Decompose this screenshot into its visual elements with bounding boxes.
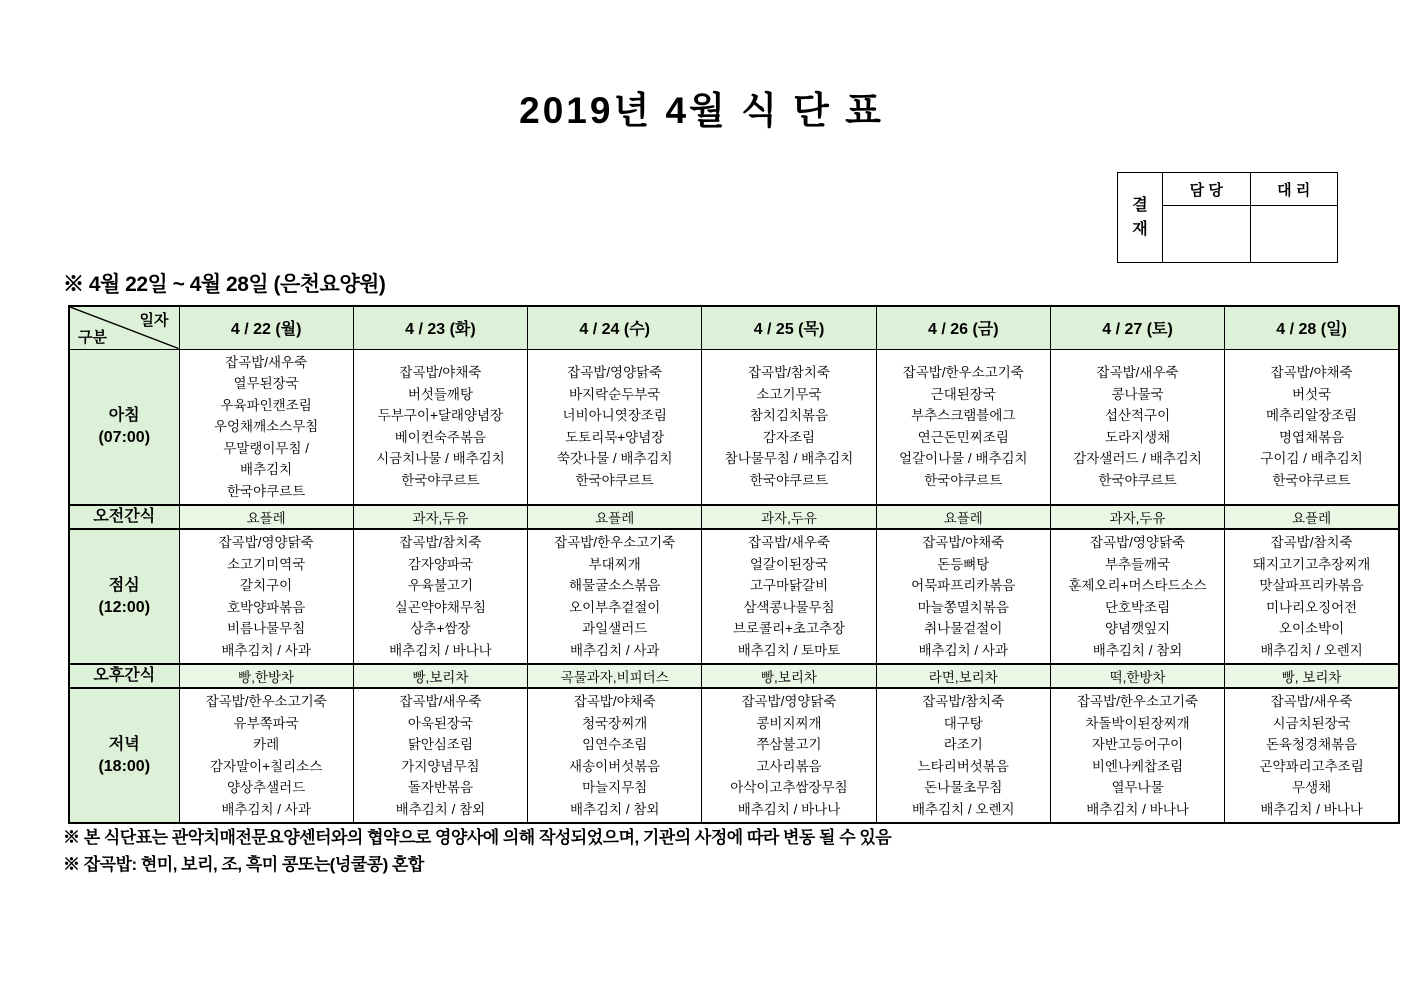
approval-signature-cells [1163, 206, 1337, 262]
menu-item: 느타리버섯볶음 [917, 758, 1009, 774]
table-row-5 [69, 688, 1399, 823]
day-header-6: 4 / 27 (토) [1050, 306, 1224, 349]
menu-item: 잡곡밥/새우죽 [1096, 365, 1179, 381]
menu-item: 버섯국 [1292, 386, 1332, 402]
menu-item: 실곤약야채무침 [394, 599, 487, 615]
menu-item: 잡곡밥/새우죽 [399, 694, 482, 709]
meal-cell-3-2 [353, 529, 527, 664]
approval-stamp-char-1: 결 [1132, 196, 1148, 214]
menu-item: 돼지고기고추장찌개 [1252, 556, 1371, 572]
menu-item: 열무나물 [1111, 780, 1164, 795]
menu-item: 곤약꽈리고추조림 [1259, 758, 1364, 774]
meal-cell-5-5 [876, 688, 1050, 823]
menu-item: 베이컨숙주볶음 [394, 429, 487, 445]
snack-cell-2-6: 과자,두유 [1050, 505, 1224, 529]
menu-item: 잡곡밥/참치죽 [1270, 535, 1353, 550]
menu-item: 무말랭이무침 / [223, 440, 310, 456]
menu-item: 아욱된장국 [407, 715, 474, 731]
menu-item: 시금치나물 / 배추김치 [376, 451, 505, 467]
menu-item: 배추김치 / 참외 [1092, 642, 1183, 658]
menu-item: 감자조림 [762, 429, 816, 445]
menu-item: 잡곡밥/한우소고기죽 [205, 694, 327, 709]
snack-cell-4-6: 떡,한방차 [1050, 664, 1224, 688]
row-label-4: 오후간식 [69, 664, 179, 688]
menu-item: 오이부추겉절이 [569, 599, 661, 615]
snack-cell-4-2: 빵,보리차 [353, 664, 527, 688]
day-header-1: 4 / 22 (월) [179, 306, 353, 349]
menu-item: 고사리볶음 [756, 758, 822, 774]
row-label-2: 오전간식 [69, 505, 179, 529]
menu-item: 돈나물초무침 [924, 780, 1003, 795]
menu-item: 취나물겉절이 [924, 621, 1003, 636]
menu-item: 맛살파프리카볶음 [1259, 578, 1364, 593]
menu-item: 양념깻잎지 [1104, 621, 1171, 636]
menu-item: 잡곡밥/영양닭죽 [567, 365, 663, 381]
menu-item: 오이소박이 [1278, 621, 1345, 636]
menu-item: 한국야쿠르트 [1098, 472, 1177, 488]
menu-item: 비엔나케찹조림 [1091, 758, 1184, 774]
meal-cell-3-3 [528, 529, 702, 664]
menu-item: 한국야쿠르트 [1272, 472, 1351, 488]
menu-item: 잡곡밥/야채죽 [573, 694, 656, 709]
menu-item: 돌자반볶음 [407, 780, 474, 795]
menu-item: 잡곡밥/새우죽 [225, 354, 308, 370]
approval-box [1117, 172, 1338, 263]
approval-col-daeri: 대 리 [1277, 181, 1311, 199]
approval-column-headers [1163, 173, 1337, 206]
menu-item: 잡곡밥/참치죽 [399, 535, 482, 550]
row-label-3: 점심 (12:00) [69, 529, 179, 664]
menu-item: 섭산적구이 [1104, 408, 1171, 424]
approval-col-damdang: 담 당 [1163, 173, 1251, 205]
menu-item: 콩비지찌개 [756, 715, 822, 731]
table-row-1 [69, 349, 1399, 505]
menu-item: 상추+쌈장 [410, 621, 471, 636]
menu-item: 배추김치 / 사과 [918, 642, 1009, 658]
table-row-4 [69, 664, 1399, 688]
menu-item: 부추들깨국 [1104, 556, 1171, 572]
table-row-2 [69, 505, 1399, 529]
menu-item: 감자말이+칠리소스 [210, 758, 323, 774]
menu-item: 잡곡밥/야채죽 [399, 365, 482, 381]
menu-item: 얼갈이나물 / 배추김치 [898, 451, 1028, 467]
menu-item: 청국장찌개 [582, 715, 648, 731]
menu-item: 구이김 / 배추김치 [1260, 451, 1363, 467]
snack-cell-4-3: 곡물과자,비피더스 [528, 664, 702, 688]
meal-cell-5-6 [1050, 688, 1224, 823]
menu-item: 배추김치 / 참외 [395, 801, 486, 817]
menu-item: 우엉채깨소스무침 [213, 419, 319, 434]
row-label-1: 아침 (07:00) [69, 349, 179, 505]
menu-item: 임연수조림 [582, 737, 648, 752]
menu-item: 감자양파국 [407, 556, 474, 572]
menu-item: 잡곡밥/영양닭죽 [1090, 535, 1186, 550]
corner-cell [69, 306, 179, 349]
meal-cell-1-1 [179, 349, 353, 505]
menu-item: 잡곡밥/영양닭죽 [218, 535, 314, 550]
meal-cell-5-2 [353, 688, 527, 823]
meal-cell-3-7 [1225, 529, 1399, 664]
menu-item: 아삭이고추쌈장무침 [730, 780, 848, 795]
menu-item: 잡곡밥/새우죽 [747, 535, 830, 550]
menu-item: 유부쪽파국 [233, 715, 299, 731]
menu-item: 어묵파프리카볶음 [911, 578, 1016, 593]
approval-sign-cell-2 [1251, 206, 1338, 262]
menu-item: 잡곡밥/참치죽 [747, 365, 830, 381]
menu-item: 양상추샐러드 [227, 780, 306, 795]
corner-label-date: 일자 [139, 312, 169, 329]
day-header-2: 4 / 23 (화) [353, 306, 527, 349]
menu-item: 한국야쿠르트 [749, 472, 829, 488]
menu-item: 연근돈민찌조림 [917, 429, 1009, 445]
menu-item: 자반고등어구이 [1091, 737, 1184, 752]
menu-item: 얼갈이된장국 [749, 556, 829, 572]
menu-item: 카레 [253, 737, 280, 752]
menu-item: 두부구이+달래양념장 [377, 408, 504, 424]
menu-item: 메추리알장조림 [1265, 408, 1358, 424]
menu-item: 배추김치 / 사과 [569, 642, 660, 658]
menu-item: 쑥갓나물 / 배추김치 [556, 451, 673, 467]
menu-item: 배추김치 / 오렌지 [1260, 642, 1363, 658]
menu-item: 버섯들깨탕 [407, 386, 474, 402]
menu-item: 부대찌개 [588, 556, 641, 572]
menu-item: 비름나물무침 [227, 621, 306, 636]
day-header-5: 4 / 26 (금) [876, 306, 1050, 349]
menu-item: 배추김치 / 사과 [221, 642, 311, 658]
meal-plan-table [68, 305, 1400, 824]
snack-cell-2-3: 요플레 [528, 505, 702, 529]
menu-item: 돈등뼈탕 [937, 556, 990, 572]
snack-cell-4-5: 라면,보리차 [876, 664, 1050, 688]
menu-item: 배추김치 / 오렌지 [911, 801, 1015, 817]
menu-item: 잡곡밥/야채죽 [1270, 365, 1353, 381]
menu-item: 닭안심조림 [407, 737, 474, 752]
meal-cell-1-3 [528, 349, 702, 505]
menu-item: 무생채 [1292, 780, 1332, 795]
snack-cell-4-4: 빵,보리차 [702, 664, 876, 688]
menu-item: 호박양파볶음 [227, 599, 306, 615]
snack-cell-2-2: 과자,두유 [353, 505, 527, 529]
menu-item: 열무된장국 [233, 376, 299, 391]
menu-item: 배추김치 / 토마토 [737, 642, 841, 658]
meal-cell-1-4 [702, 349, 876, 505]
menu-item: 돈육청경채볶음 [1265, 737, 1358, 752]
note-source: ※ 본 식단표는 관악치매전문요양센터와의 협약으로 영양사에 의해 작성되었으며, 기관의 사정에 따라 변동 될 수 있음 [63, 828, 892, 847]
menu-item: 미나리오징어전 [1265, 599, 1358, 615]
menu-item: 배추김치 / 사과 [221, 801, 311, 817]
menu-item: 배추김치 / 바나나 [1086, 801, 1189, 817]
menu-item: 배추김치 / 바나나 [389, 642, 492, 658]
meal-cell-3-1 [179, 529, 353, 664]
menu-item: 갈치구이 [240, 578, 293, 593]
menu-item: 브로콜리+초고추장 [732, 621, 846, 636]
page-title: 2019년 4월 식 단 표 [519, 90, 884, 131]
menu-item: 배추김치 / 참외 [569, 801, 660, 817]
menu-item: 참나물무침 / 배추김치 [724, 451, 854, 467]
meal-cell-5-3 [528, 688, 702, 823]
menu-item: 한국야쿠르트 [575, 472, 654, 488]
snack-cell-4-1: 빵,한방차 [179, 664, 353, 688]
snack-cell-2-5: 요플레 [876, 505, 1050, 529]
meal-cell-1-5 [876, 349, 1050, 505]
menu-item: 배추김치 / 바나나 [737, 801, 841, 817]
menu-item: 배추김치 / 바나나 [1260, 801, 1363, 817]
menu-item: 마늘쫑멸치볶음 [917, 599, 1009, 615]
day-header-7: 4 / 28 (일) [1225, 306, 1399, 349]
menu-item: 콩나물국 [1111, 386, 1164, 402]
snack-cell-2-4: 과자,두유 [702, 505, 876, 529]
menu-item: 한국야쿠르트 [227, 483, 306, 499]
menu-item: 도라지생채 [1104, 429, 1171, 445]
footer-notes [63, 824, 891, 878]
menu-item: 삼색콩나물무침 [743, 599, 835, 615]
approval-sign-cell-1 [1163, 206, 1251, 262]
approval-stamp-label [1118, 173, 1163, 262]
corner-label-category: 구분 [78, 328, 107, 346]
menu-item: 너비아니엿장조림 [562, 408, 667, 424]
meal-cell-5-7 [1225, 688, 1399, 823]
menu-item: 잡곡밥/한우소고기죽 [1076, 694, 1199, 709]
snack-cell-4-7: 빵, 보리차 [1225, 664, 1399, 688]
meal-cell-3-4 [702, 529, 876, 664]
approval-columns [1163, 173, 1337, 262]
meal-cell-5-1 [179, 688, 353, 823]
row-label-5: 저녁 (18:00) [69, 688, 179, 823]
table-row-3 [69, 529, 1399, 664]
menu-item: 새송이버섯볶음 [569, 758, 661, 774]
menu-item: 한국야쿠르트 [401, 472, 480, 488]
day-header-3: 4 / 24 (수) [528, 306, 702, 349]
menu-item: 고구마닭갈비 [749, 578, 829, 593]
menu-item: 참치김치볶음 [749, 408, 829, 424]
meal-cell-3-5 [876, 529, 1050, 664]
day-header-row [69, 306, 1399, 349]
menu-item: 잡곡밥/참치죽 [922, 694, 1005, 709]
menu-item: 잡곡밥/야채죽 [922, 535, 1005, 550]
menu-item: 부추스크램블에그 [911, 408, 1016, 424]
meal-cell-1-2 [353, 349, 527, 505]
menu-item: 라조기 [943, 737, 983, 752]
menu-item: 마늘지무침 [582, 780, 648, 795]
meal-cell-1-7 [1225, 349, 1399, 505]
menu-item: 소고기미역국 [227, 556, 306, 572]
meal-cell-5-4 [702, 688, 876, 823]
menu-item: 과일샐러드 [582, 621, 648, 636]
menu-item: 우육파인캔조림 [220, 397, 312, 413]
menu-item: 명엽채볶음 [1278, 429, 1345, 445]
menu-item: 우육불고기 [407, 578, 474, 593]
menu-item: 근대된장국 [930, 386, 996, 402]
menu-item: 바지락순두부국 [569, 386, 661, 402]
meal-cell-3-6 [1050, 529, 1224, 664]
menu-item: 잡곡밥/한우소고기죽 [902, 365, 1024, 381]
day-header-4: 4 / 25 (목) [702, 306, 876, 349]
approval-stamp-char-2: 재 [1132, 220, 1148, 238]
menu-item: 시금치된장국 [1272, 715, 1351, 731]
menu-item: 차돌박이된장찌개 [1085, 715, 1190, 731]
menu-item: 소고기무국 [756, 386, 822, 402]
note-grain-mix: ※ 잡곡밥: 현미, 보리, 조, 흑미 콩또는(넝쿨콩) 혼합 [63, 855, 424, 874]
menu-item: 도토리묵+양념장 [565, 429, 665, 445]
menu-item: 가지양념무침 [401, 758, 480, 774]
snack-cell-2-1: 요플레 [179, 505, 353, 529]
menu-item: 잡곡밥/새우죽 [1270, 694, 1353, 709]
menu-item: 쭈삼불고기 [756, 737, 822, 752]
menu-item: 배추김치 [240, 462, 293, 477]
menu-item: 한국야쿠르트 [924, 472, 1003, 488]
menu-item: 단호박조림 [1104, 599, 1171, 615]
menu-item: 훈제오리+머스타드소스 [1068, 578, 1207, 593]
snack-cell-2-7: 요플레 [1225, 505, 1399, 529]
week-range-subtitle: ※ 4월 22일 ~ 4월 28일 (은천요양원) [63, 273, 386, 296]
menu-item: 대구탕 [943, 715, 983, 731]
meal-cell-1-6 [1050, 349, 1224, 505]
menu-item: 감자샐러드 / 배추김치 [1073, 451, 1202, 467]
menu-item: 잡곡밥/영양닭죽 [741, 694, 837, 709]
menu-item: 잡곡밥/한우소고기죽 [554, 535, 676, 550]
menu-item: 해물굴소스볶음 [569, 578, 661, 593]
